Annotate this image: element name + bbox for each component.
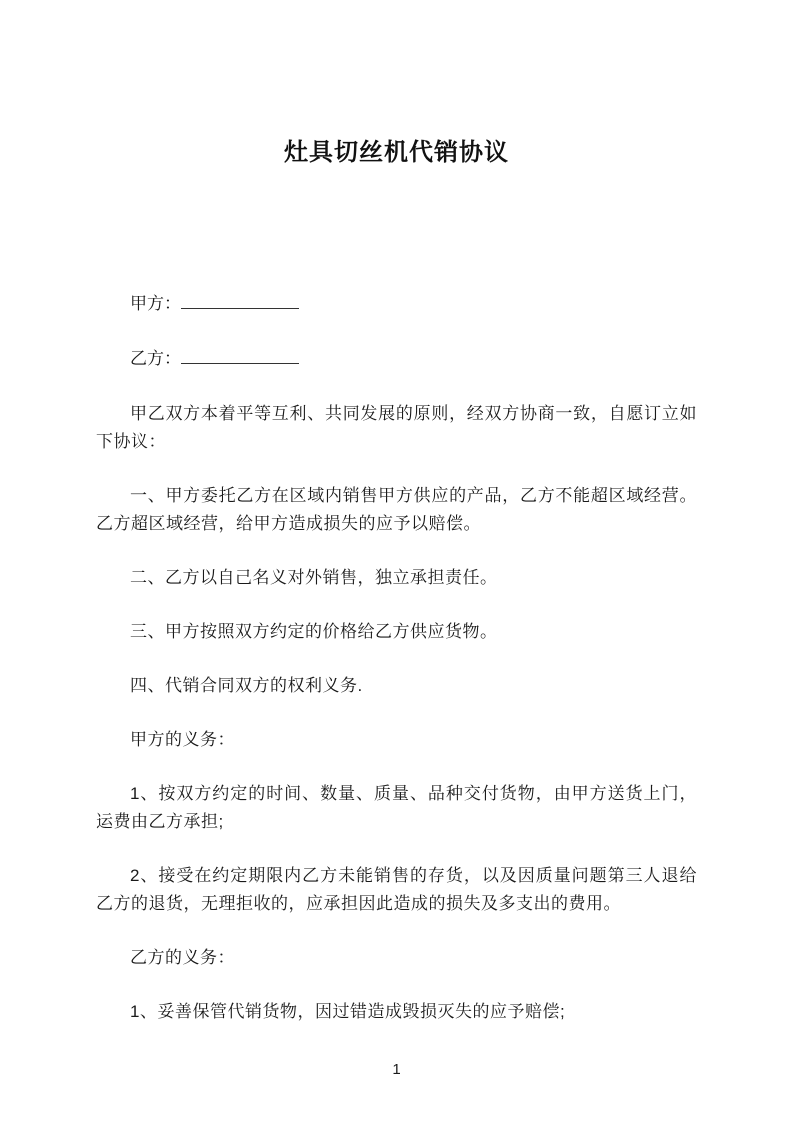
party-a-duty-2: 2、接受在约定期限内乙方未能销售的存货，以及因质量问题第三人退给乙方的退货，无理拒收的，应承担因此造成的损失及多支出的费用。 [96,866,697,913]
party-b-field [96,345,697,373]
party-a-field [96,290,697,318]
clause-3: 三、甲方按照双方约定的价格给乙方供应货物。 [130,622,498,641]
party-b-blank-line [181,350,299,364]
party-a-blank-line [181,295,299,309]
party-b-duty-1: 1、妥善保管代销货物，因过错造成毁损灭失的应予赔偿; [130,1002,566,1021]
party-a-duty-1: 1、按双方约定的时间、数量、质量、品种交付货物，由甲方送货上门，运费由乙方承担; [96,784,697,831]
clause-preamble: 甲乙双方本着平等互利、共同发展的原则，经双方协商一致，自愿订立如下协议： [96,404,697,451]
party-a-label: 甲方： [130,294,181,313]
page-number: 1 [392,1061,401,1078]
party-b-label: 乙方： [130,349,181,368]
party-b-duties-heading: 乙方的义务： [130,948,235,967]
contract-body [96,400,697,1026]
party-a-duties-heading: 甲方的义务： [130,730,235,749]
document-title: 灶具切丝机代销协议 [284,139,509,166]
clause-1: 一、甲方委托乙方在区域内销售甲方供应的产品，乙方不能超区域经营。乙方超区域经营，给甲方造成损失的应予以赔偿。 [96,486,697,533]
clause-2: 二、乙方以自己名义对外销售，独立承担责任。 [130,568,498,587]
clause-4: 四、代销合同双方的权利义务. [130,676,363,695]
